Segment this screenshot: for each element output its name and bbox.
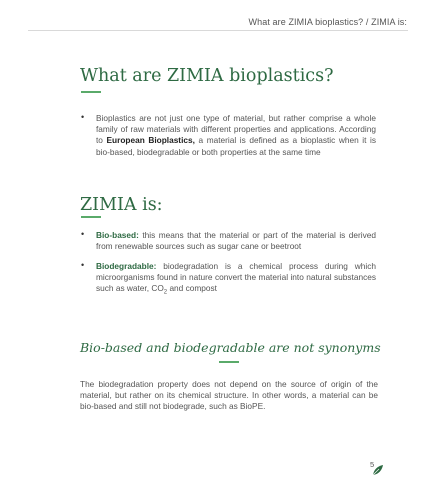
section-title-not-synonyms: Bio-based and biodegradable are not synonyms [80,340,381,355]
bioplastics-definition: Bioplastics are not just one type of material, but rather comprise a whole family of raw materials with different properties and applications. According to European Bioplastics, a material is defined as a bioplastic when it is bio-based, biodegradable or both properties at the same time [96,113,376,157]
section-title-zimia-is: ZIMIA is: [80,195,163,215]
biodegradation-paragraph: The biodegradation property does not depend on the source of origin of the material, but rather on its chemical structure. In other words, a material can be bio-based and still not biodegrade, such as BioPE. [80,379,378,412]
title-accent-line [81,91,101,93]
european-bioplastics-label: European Bioplastics, [106,135,195,146]
title-accent-line [81,216,101,218]
bullet-marker: • [81,112,85,122]
list-item-bio-based: Bio-based: this means that the material or part of the material is derived from renewable sources such as sugar cane or beetroot [96,230,376,252]
breadcrumb: What are ZIMIA bioplastics? / ZIMIA is: [248,17,407,27]
bullet-marker: • [81,229,85,239]
leaf-icon [372,464,384,476]
page-number: 5 [370,460,375,469]
bullet-marker: • [81,260,85,270]
section-title-bioplastics: What are ZIMIA bioplastics? [80,66,334,86]
list-item-biodegradable: Biodegradable: biodegradation is a chemical process during which microorganisms found in nature convert the material into natural substances such as water, $CO_2$ and compost [96,261,376,297]
header-divider [28,30,408,31]
subtitle-accent-line [219,361,239,363]
